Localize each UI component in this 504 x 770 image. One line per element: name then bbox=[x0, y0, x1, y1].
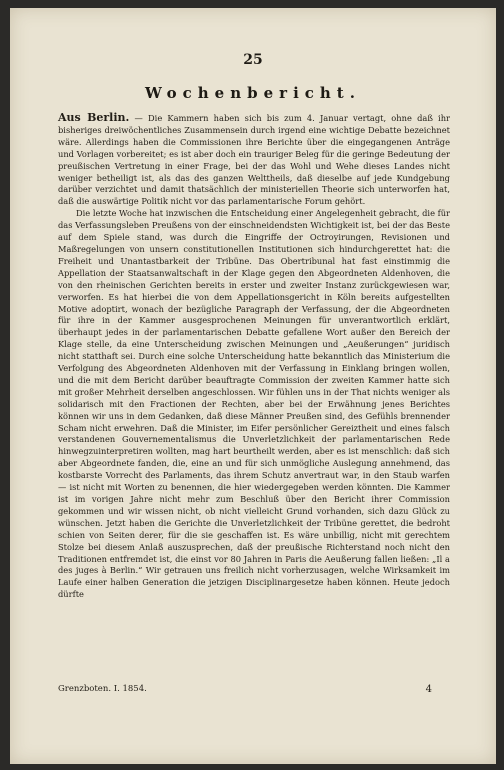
paragraph-1-text: — Die Kammern haben sich bis zum 4. Januar vertagt, ohne daß ihr bisheriges dreiwöchentliches Zusammensein durch irgend eine wichtige Debatte bezeichnet wäre. Allerdings haben die Commissionen ihre Berichte über die eingegangenen Anträge und Vorlagen vorbereitet; es ist aber doch ein trauriger Beleg für die geringe Bedeutung der preußischen Vertretung in einer Frage, bei der das Wohl und Wehe dieses Landes nicht weniger betheiligt ist, als das des ganzen Welttheils, daß dieselbe auf jede Kundgebung darüber verzichtet und damit thatsächlich der ministeriellen Theorie sich unterworfen hat, daß die auswärtige Politik nicht vor das parlamentarische Forum gehört. bbox=[58, 113, 451, 207]
document-page bbox=[10, 8, 496, 764]
article-body bbox=[58, 112, 450, 601]
page-number: 25 bbox=[243, 52, 263, 68]
page-title: Wochenbericht. bbox=[145, 84, 361, 102]
page-footer bbox=[58, 684, 450, 694]
footer-imprint: Grenzboten. I. 1854. bbox=[58, 684, 147, 694]
paragraph-2: Die letzte Woche hat inzwischen die Entscheidung einer Angelegenheit gebracht, die für das Verfassungsleben Preußens von der einschneidendsten Wichtigkeit ist, bei der das Beste auf dem Spiele stand, was durch die Eingriffe der Octroyirungen, Revisionen und Maßregelungen von unsern constitutionellen Institutionen sich hindurchgerettet hat: die Freiheit und Unantastbarkeit der Tribüne. Das Obertribunal hat fast einstimmig die Appellation der Staatsanwaltschaft in der Klage gegen den Abgeordneten Aldenhoven, die von den rheinischen Gerichten bereits in erster und zweiter Instanz zurückgewiesen war, verworfen. Es hat hierbei die von dem Appellationsgericht in Köln bereits aufgestellten Motive adoptirt, wonach der bezügliche Paragraph der Verfassung, der die Abgeordneten für ihre in der Kammer ausgesprochenen Meinungen für unverantwortlich erklärt, überhaupt jedes in der parlamentarischen Debatte gefallene Wort außer den Bereich der Klage stelle, da eine Unterscheidung zwischen Meinungen und „Aeußerungen“ juridisch nicht statthaft sei. Durch eine solche Unterscheidung hatte bekanntlich das Ministerium die Verfolgung des Abgeordneten Aldenhoven mit der Verfassung in Einklang bringen wollen, und die mit dem Bericht darüber beauftragte Commission der zweiten Kammer hatte sich mit großer Mehrheit derselben angeschlossen. Wir fühlen uns in der That nichts weniger als solidarisch mit den Fractionen der Rechten, aber bei der Erwähnung jenes Berichtes können wir uns in dem Gedanken, daß diese Männer Preußen sind, des Gefühls brennender Scham nicht erwehren. Daß die Minister, im Eifer persönlicher Gereiztheit und eines falsch verstandenen Gouvernementalismus die Unverletzlichkeit der parlamentarischen Rede hinwegzuinterpretiren wollten, mag hart beurtheilt werden, aber es ist menschlich: daß sich aber Abgeordnete fanden, die, eine an und für sich unmögliche Auslegung annehmend, das kostbarste Vorrecht des Parlaments, das ihrem Schutz anvertraut war, in den Staub warfen — ist nicht mit Worten zu benennen, die hier wiedergegeben werden könnten. Die Kammer ist im vorigen Jahre nicht mehr zum Beschluß über den Bericht ihrer Commission gekommen und wir wissen nicht, ob nicht vielleicht Grund vorhanden, sich dazu Glück zu wünschen. Jetzt haben die Gerichte die Unverletzlichkeit der Tribüne gerettet, die bedroht schien von Seiten derer, für die sie geschaffen ist. Es wäre unbillig, nicht mit gerechtem Stolze bei diesem Anlaß auszusprechen, daß der preußische Richterstand noch nicht den Traditionen entfremdet ist, die einst vor 80 Jahren in Paris die Aeußerung fallen ließen: „Il a des juges à Berlin.“ Wir getrauen uns freilich nicht vorherzusagen, welche Wirksamkeit im Laufe einer halben Generation die jetzigen Disciplinargesetze haben können. Heute jedoch dürfte bbox=[58, 208, 450, 600]
dateline: Aus Berlin. bbox=[58, 111, 130, 124]
signature-mark: 4 bbox=[425, 684, 432, 695]
paragraph-1 bbox=[58, 112, 450, 208]
